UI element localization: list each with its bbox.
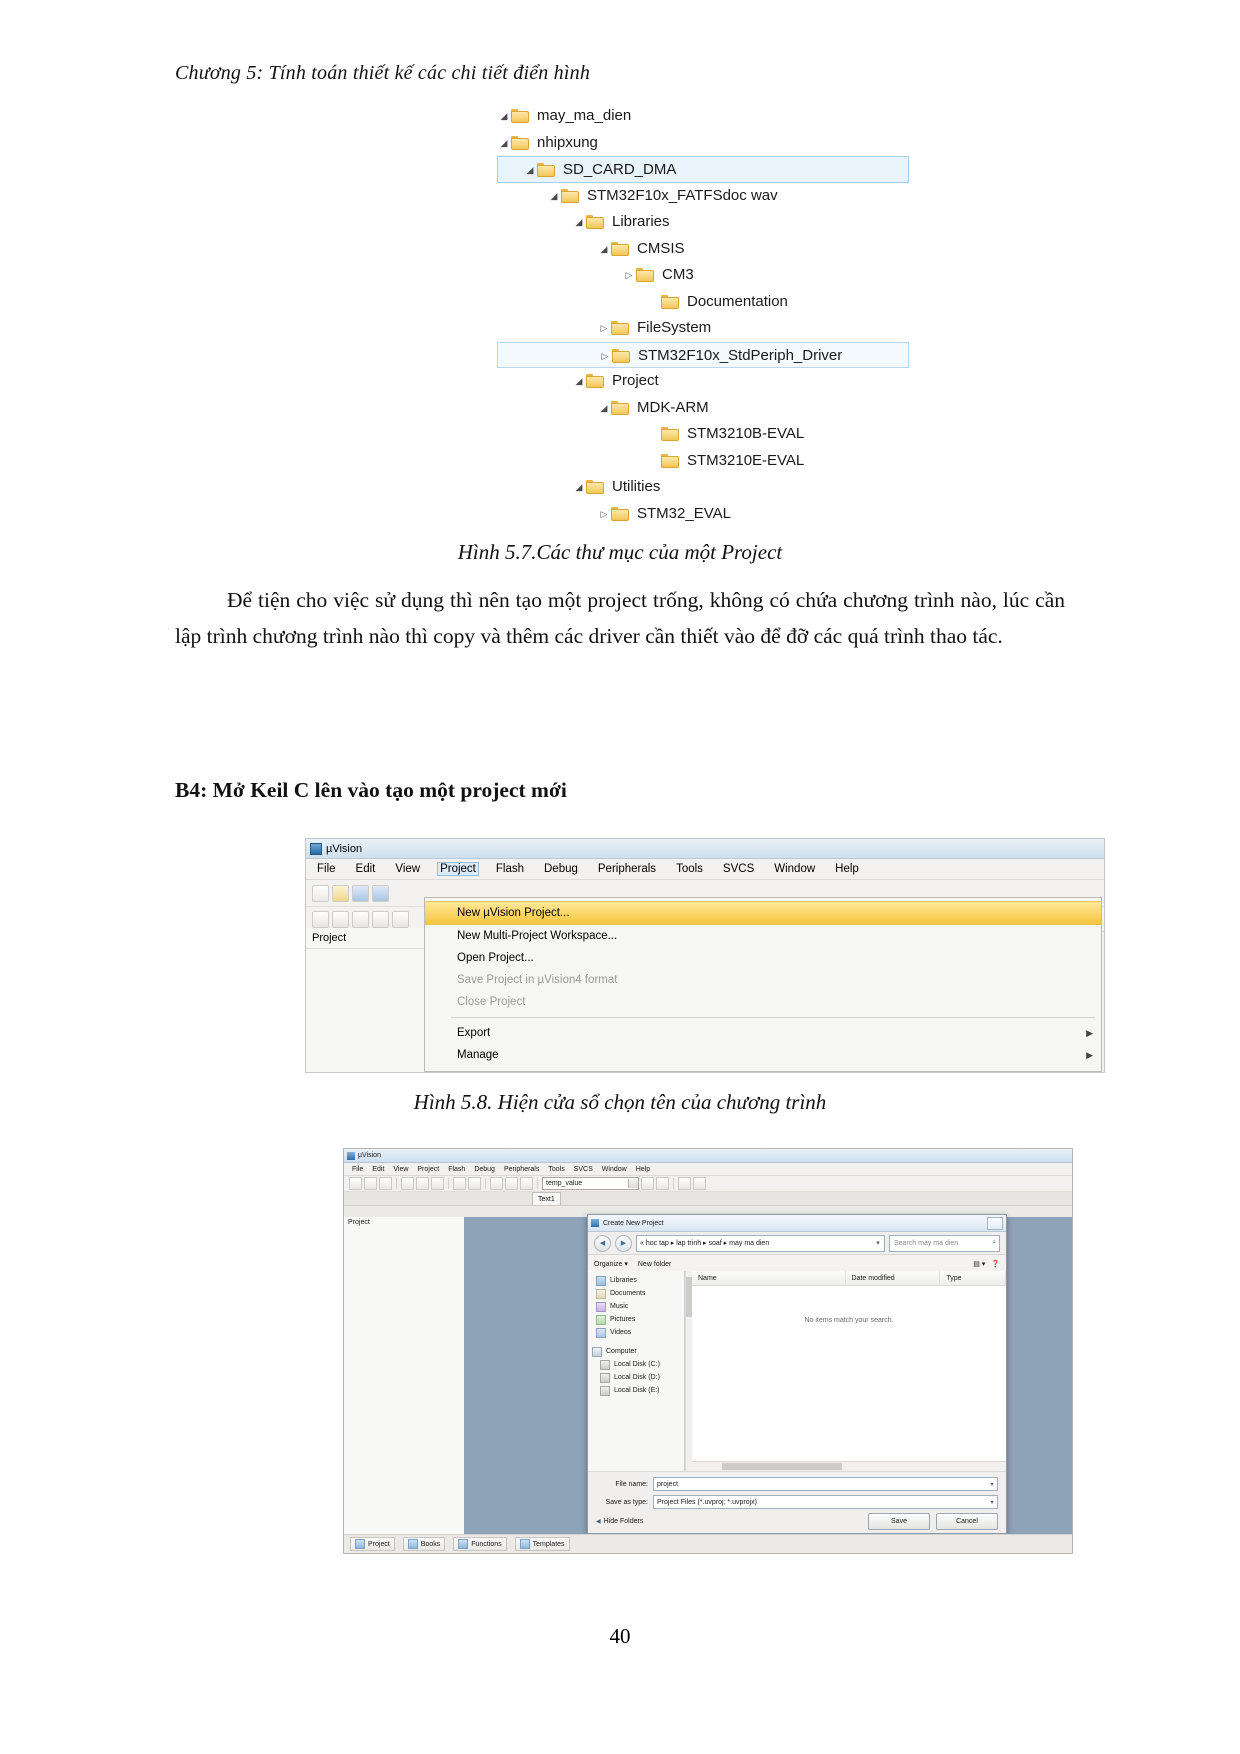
status-tab-label: Templates (532, 1540, 565, 1548)
menu-project[interactable]: Project (437, 862, 479, 876)
tree-item[interactable] (497, 236, 909, 263)
sidebar-item[interactable] (592, 1287, 684, 1300)
address-path: « hoc tap ▸ lap trinh ▸ soaf ▸ may ma dien (640, 1240, 770, 1247)
bookmark-icon[interactable] (490, 1177, 503, 1190)
status-tab-icon (408, 1539, 418, 1549)
library-icon (596, 1276, 606, 1286)
dialog-sidebar[interactable] (588, 1271, 685, 1471)
folder-icon (612, 348, 631, 363)
menu-view[interactable]: View (395, 863, 421, 875)
folder-icon (561, 188, 580, 203)
view-mode-icon[interactable]: ▤ ▾ (973, 1261, 986, 1268)
tree-item[interactable] (497, 156, 909, 183)
status-tab-icon (458, 1539, 468, 1549)
folder-icon (586, 373, 605, 388)
uvision-project-panel[interactable] (306, 928, 425, 1072)
search-placeholder: Search may ma dien (894, 1239, 959, 1247)
column-header[interactable]: Type (940, 1271, 1006, 1285)
tree-item-label: MDK-ARM (637, 398, 709, 416)
file-list-area[interactable] (692, 1271, 1006, 1471)
target-combo[interactable] (542, 1177, 639, 1190)
hide-folders-label: Hide Folders (603, 1518, 644, 1525)
page-number: 40 (609, 1624, 631, 1648)
empty-message: No items match your search. (804, 1317, 894, 1324)
copy-icon[interactable] (372, 911, 389, 928)
menu-file[interactable]: File (317, 863, 336, 875)
file-name-input[interactable] (653, 1477, 998, 1491)
chevron-down-icon[interactable]: ◢ (575, 217, 583, 227)
chevron-down-icon[interactable]: ◢ (526, 165, 534, 175)
status-tab-icon (520, 1539, 530, 1549)
folder-icon (611, 320, 630, 335)
uvision-logo-icon (310, 843, 322, 855)
menu-item-label: Export (457, 1027, 491, 1039)
chevron-down-icon[interactable]: ◢ (500, 111, 508, 121)
tree-item[interactable] (497, 315, 909, 342)
documents-icon (596, 1289, 606, 1299)
triangle-icon: ◀ (596, 1519, 601, 1525)
sidebar-item-label: Local Disk (C:) (614, 1361, 660, 1368)
folder-icon (661, 294, 680, 309)
tree-item-label: Documentation (687, 292, 788, 310)
save-as-type-select[interactable] (653, 1495, 998, 1509)
menu-window[interactable]: Window (774, 863, 816, 875)
chevron-down-icon[interactable]: ▾ (990, 1481, 994, 1488)
target-combo-value: temp_value (546, 1180, 583, 1187)
tree-item-label: FileSystem (637, 319, 712, 336)
tree-item[interactable] (497, 448, 909, 475)
dialog-bottom (588, 1471, 1006, 1533)
uvision2-statusbar[interactable] (344, 1534, 1072, 1553)
indent-icon[interactable] (505, 1177, 518, 1190)
sidebar-item[interactable] (592, 1345, 684, 1358)
save-as-type-label: Save as type: (605, 1498, 648, 1506)
chevron-down-icon[interactable]: ◢ (575, 376, 583, 386)
folder-icon (611, 506, 630, 521)
help-icon[interactable]: ❓ (991, 1261, 1000, 1268)
search-input[interactable] (889, 1235, 1000, 1252)
status-tab-label: Functions (471, 1540, 502, 1548)
status-tab-icon (355, 1539, 365, 1549)
cancel-button[interactable]: Cancel (936, 1513, 998, 1530)
rebuild-icon[interactable] (656, 1177, 669, 1190)
folder-icon (511, 108, 530, 123)
tree-item[interactable] (497, 209, 909, 236)
undo-icon[interactable] (312, 911, 329, 928)
paragraph-1 (175, 582, 1065, 654)
menu-item[interactable] (425, 901, 1101, 925)
uvision-titlebar (306, 839, 1104, 859)
save-as-type-row (596, 1495, 998, 1509)
menu-project[interactable]: Project (417, 1165, 440, 1173)
sidebar-item-label: Music (610, 1303, 629, 1310)
sidebar-item[interactable] (592, 1358, 684, 1371)
status-tab[interactable] (350, 1537, 395, 1551)
editor-tabstrip[interactable] (344, 1192, 1072, 1206)
sidebar-item-label: Videos (610, 1329, 632, 1336)
music-icon (596, 1302, 606, 1312)
redo-icon[interactable] (468, 1177, 481, 1190)
tree-item-label: CM3 (662, 266, 694, 283)
menu-flash[interactable]: Flash (495, 863, 524, 875)
menu-item-label: Open Project... (457, 952, 534, 964)
menu-peripherals[interactable]: Peripherals (597, 863, 657, 875)
uvision2-menubar[interactable] (344, 1163, 1072, 1176)
options-icon[interactable] (693, 1177, 706, 1190)
save-all-icon[interactable] (372, 885, 389, 902)
outdent-icon[interactable] (520, 1177, 533, 1190)
menu-item[interactable] (425, 1044, 1101, 1066)
sidebar-item[interactable] (592, 1371, 684, 1384)
figure-uvision-project-menu (305, 838, 1105, 1073)
search-icon: ⌕ (992, 1239, 996, 1246)
build-icon[interactable] (641, 1177, 654, 1190)
chevron-right-icon[interactable]: ▷ (625, 270, 633, 280)
folder-icon (511, 135, 530, 150)
tree-item[interactable] (497, 342, 909, 369)
status-tab-label: Project (368, 1540, 390, 1548)
organize-button[interactable]: Organize ▾ (594, 1261, 628, 1268)
status-tab-label: Books (420, 1540, 441, 1548)
figure-folder-tree (497, 103, 909, 527)
folder-icon (611, 400, 630, 415)
paste-icon[interactable] (392, 911, 409, 928)
cut-icon[interactable] (352, 911, 369, 928)
project-panel-label: Project (306, 928, 424, 949)
uvision2-project-panel[interactable] (344, 1217, 465, 1535)
chevron-right-icon[interactable]: ▷ (600, 508, 608, 519)
tree-item-label: SD_CARD_DMA (563, 161, 677, 178)
tree-item-label: CMSIS (637, 239, 685, 257)
menu-svcs[interactable]: SVCS (722, 863, 755, 875)
videos-icon (596, 1328, 606, 1338)
sidebar-item[interactable] (592, 1274, 684, 1287)
save-icon[interactable] (352, 885, 369, 902)
folder-icon (611, 241, 630, 256)
uvision-window-title: µVision (326, 842, 363, 855)
menu-window[interactable]: Window (601, 1165, 627, 1173)
folder-icon (636, 267, 655, 282)
tree-item-label: STM3210E-EVAL (687, 451, 805, 469)
tree-item-label: Utilities (612, 478, 661, 495)
tree-item-label: may_ma_dien (537, 107, 632, 124)
menu-item-label: New Multi-Project Workspace... (457, 930, 618, 942)
chevron-down-icon[interactable]: ▾ (990, 1499, 994, 1506)
sidebar-item-label: Documents (610, 1290, 646, 1297)
copy-icon[interactable] (416, 1177, 429, 1190)
dialog-titlebar (588, 1215, 1006, 1232)
menu-help[interactable]: Help (835, 863, 859, 875)
tree-item-label: Project (612, 372, 659, 389)
folder-icon (586, 214, 605, 229)
status-tab[interactable] (403, 1537, 445, 1551)
dialog-icon (591, 1219, 599, 1227)
disk-icon (600, 1386, 610, 1396)
folder-icon (586, 479, 605, 494)
chevron-down-icon[interactable]: ◢ (600, 402, 608, 413)
create-new-project-dialog[interactable] (587, 1214, 1007, 1534)
project-panel-label: Project (348, 1219, 370, 1226)
status-tab[interactable] (515, 1537, 570, 1551)
tree-item-label: STM32F10x_StdPeriph_Driver (638, 346, 843, 364)
dialog-main (588, 1271, 1006, 1471)
menu-tools[interactable]: Tools (676, 863, 703, 875)
menu-peripherals[interactable]: Peripherals (503, 1165, 540, 1173)
redo-icon[interactable] (332, 911, 349, 928)
tree-item[interactable] (497, 368, 909, 395)
file-list-header[interactable] (692, 1271, 1006, 1286)
tree-item[interactable] (497, 421, 909, 448)
disk-icon (600, 1360, 610, 1370)
column-header[interactable]: Date modified (846, 1271, 941, 1285)
chevron-right-icon[interactable]: ▷ (601, 350, 609, 361)
save-button[interactable]: Save (868, 1513, 930, 1530)
folder-icon (661, 426, 680, 441)
menu-item (425, 991, 1101, 1013)
new-file-icon[interactable] (312, 885, 329, 902)
tree-item[interactable] (497, 474, 909, 501)
chevron-right-icon: ▶ (1086, 1028, 1093, 1038)
chevron-down-icon[interactable]: ◢ (575, 482, 583, 492)
forward-icon[interactable]: ▶ (615, 1235, 632, 1252)
menu-debug[interactable]: Debug (474, 1165, 495, 1173)
computer-icon (592, 1347, 602, 1357)
sidebar-item-label: Computer (606, 1348, 637, 1355)
sidebar-item[interactable] (592, 1384, 684, 1397)
tab-text1[interactable]: Text1 (532, 1192, 561, 1205)
menu-edit[interactable]: Edit (372, 1165, 385, 1173)
step-heading-b4: B4: Mở Keil C lên vào tạo một project mới (175, 778, 567, 802)
uvision2-toolbar[interactable] (344, 1176, 1072, 1192)
chevron-down-icon[interactable]: ◢ (550, 190, 558, 201)
back-icon[interactable]: ◀ (594, 1235, 611, 1252)
menu-separator (451, 1017, 1095, 1018)
file-name-row (596, 1477, 998, 1491)
tree-item[interactable] (497, 103, 909, 130)
menu-item-label: Close Project (457, 996, 526, 1008)
menu-help[interactable]: Help (635, 1165, 651, 1173)
save-icon[interactable] (379, 1177, 392, 1190)
status-tab[interactable] (453, 1537, 506, 1551)
paragraph-1-text: Để tiện cho việc sử dụng thì nên tạo một project trống, không có chứa chương trình nào, lúc cần lập trình chương trình nào thì copy và thêm các driver cần thiết vào để đỡ các quá trình thao tác. (175, 588, 1065, 648)
disk-icon (600, 1373, 610, 1383)
tree-item[interactable] (497, 183, 909, 210)
chevron-down-icon[interactable]: ◢ (500, 137, 508, 148)
menu-item[interactable] (425, 1022, 1101, 1044)
uvision2-window-title: µVision (358, 1152, 381, 1159)
tree-item[interactable] (497, 289, 909, 316)
folder-icon (537, 162, 556, 177)
close-icon[interactable] (987, 1217, 1003, 1230)
menu-item[interactable] (425, 947, 1101, 969)
paste-icon[interactable] (431, 1177, 444, 1190)
menu-flash[interactable]: Flash (448, 1165, 466, 1173)
new-folder-button[interactable]: New folder (637, 1260, 672, 1268)
uvision2-titlebar (344, 1149, 1072, 1163)
tree-item[interactable] (497, 262, 909, 289)
folder-icon (661, 453, 680, 468)
menu-view[interactable]: View (393, 1165, 409, 1173)
menu-debug[interactable]: Debug (544, 863, 578, 875)
file-list-hscrollbar[interactable] (692, 1461, 1006, 1471)
dialog-footer (596, 1513, 998, 1530)
menu-item-label: Manage (457, 1049, 499, 1061)
figure-create-new-project (343, 1148, 1073, 1554)
sidebar-item-label: Pictures (610, 1316, 636, 1323)
tree-item[interactable] (497, 130, 909, 157)
open-file-icon[interactable] (364, 1177, 377, 1190)
chevron-right-icon[interactable]: ▷ (600, 323, 608, 333)
tree-item[interactable] (497, 501, 909, 528)
file-name-value: project (657, 1480, 679, 1488)
sidebar-item-label: Libraries (610, 1277, 637, 1284)
tree-item[interactable] (497, 395, 909, 422)
menu-svcs[interactable]: SVCS (573, 1165, 593, 1173)
figure-5-8-caption: Hình 5.8. Hiện cửa sổ chọn tên của chương trình (413, 1090, 827, 1114)
project-menu-dropdown[interactable] (424, 897, 1102, 1072)
menu-item-label: Save Project in µVision4 format (457, 974, 618, 986)
debug-icon[interactable] (678, 1177, 691, 1190)
open-file-icon[interactable] (332, 885, 349, 902)
chevron-down-icon[interactable] (628, 1179, 638, 1188)
tree-item-label: STM32_EVAL (637, 504, 731, 522)
chevron-right-icon: ▶ (1086, 1050, 1093, 1060)
hide-folders-toggle[interactable] (596, 1518, 643, 1525)
pictures-icon (596, 1315, 606, 1325)
sidebar-item[interactable] (592, 1300, 684, 1313)
dialog-navigation-bar[interactable] (588, 1232, 1006, 1255)
column-header[interactable]: Name (692, 1271, 846, 1285)
chevron-down-icon[interactable]: ▾ (876, 1240, 880, 1247)
sidebar-item[interactable] (592, 1326, 684, 1339)
menu-item[interactable] (425, 925, 1101, 947)
chevron-down-icon[interactable]: ◢ (600, 243, 608, 254)
sidebar-scrollbar[interactable] (685, 1271, 692, 1471)
cut-icon[interactable] (401, 1177, 414, 1190)
save-as-type-value: Project Files (*.uvproj; *.uvprojx) (657, 1498, 757, 1506)
tree-item-label: Libraries (612, 213, 670, 230)
undo-icon[interactable] (453, 1177, 466, 1190)
menu-item-label: New µVision Project... (457, 907, 570, 919)
menu-edit[interactable]: Edit (355, 863, 376, 875)
figure-5-7-caption: Hình 5.7.Các thư mục của một Project (457, 540, 783, 564)
tree-item-label: STM32F10x_FATFSdoc wav (587, 186, 778, 204)
menu-item (425, 969, 1101, 991)
uvision-logo-icon (347, 1152, 355, 1160)
sidebar-item-label: Local Disk (E:) (614, 1387, 660, 1394)
menu-file[interactable]: File (352, 1165, 364, 1173)
sidebar-item[interactable] (592, 1313, 684, 1326)
new-file-icon[interactable] (349, 1177, 362, 1190)
tree-item-label: STM3210B-EVAL (687, 425, 805, 442)
uvision-menubar[interactable] (306, 859, 1104, 880)
address-bar[interactable] (636, 1235, 885, 1252)
tree-item-label: nhipxung (537, 133, 598, 151)
sidebar-item-label: Local Disk (D:) (614, 1374, 660, 1381)
dialog-title: Create New Project (603, 1219, 664, 1227)
menu-tools[interactable]: Tools (548, 1165, 565, 1173)
running-head: Chương 5: Tính toán thiết kế các chi tiết điển hình (175, 62, 591, 84)
file-name-label: File name: (615, 1480, 648, 1488)
